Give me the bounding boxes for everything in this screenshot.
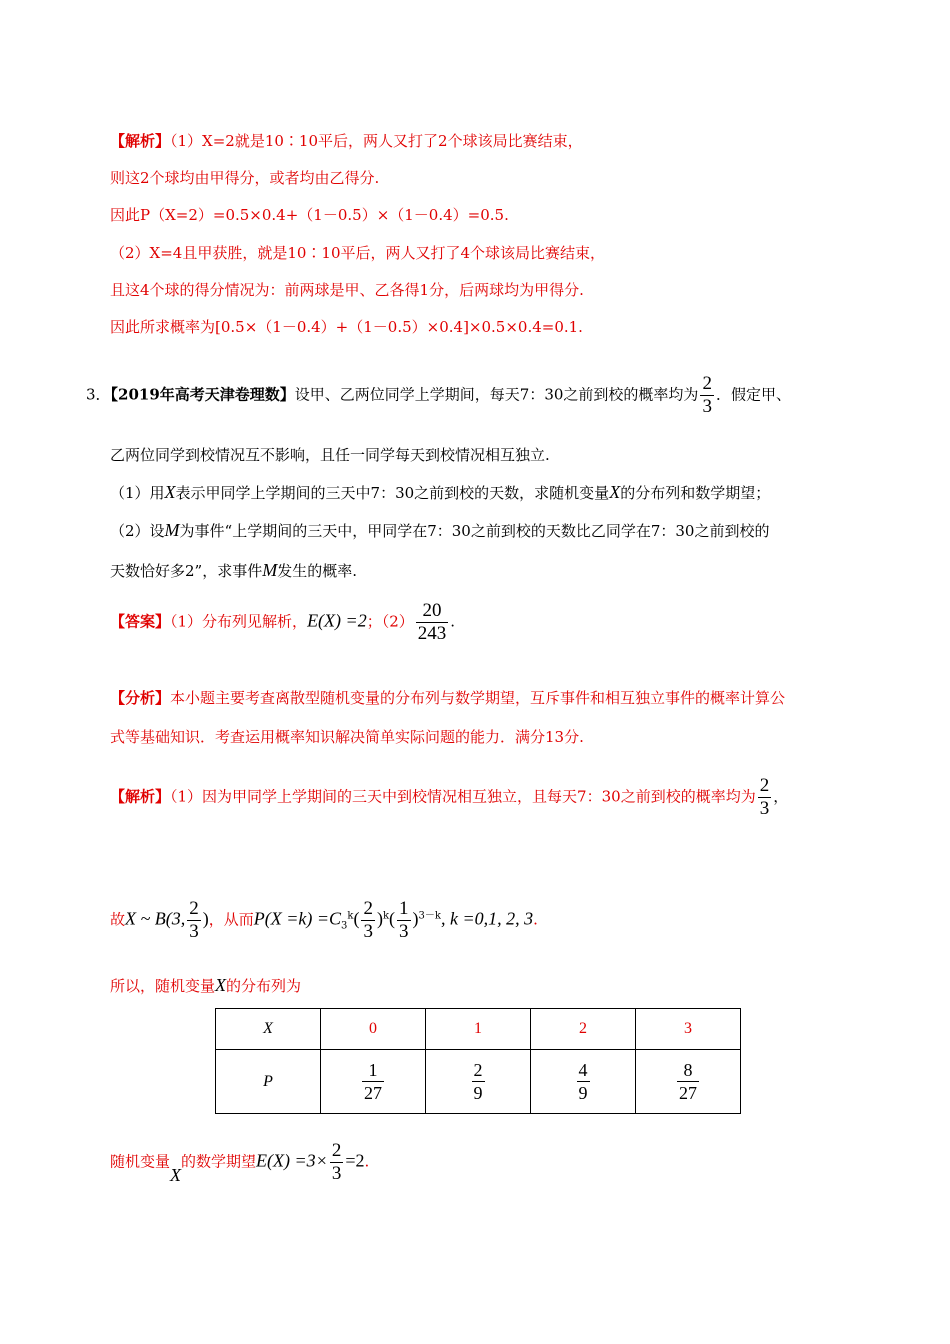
solution-line-3: 所以，随机变量X的分布列为 [110, 975, 302, 995]
sec1-line-5: 且这4个球的得分情况为：前两球是甲、乙各得1分，后两球均为甲得分. [110, 281, 584, 299]
table-cell: $\frac{4}{9}$ [531, 1050, 636, 1114]
solution-line-1: 【解析】（1）因为甲同学上学期间的三天中到校情况相互独立，且每天7：30之前到校的概率均为 $\frac{2}{3}$ ， [110, 775, 789, 819]
question-3-line-2: 乙两位同学到校情况互不影响，且任一同学每天到校情况相互独立. [110, 446, 550, 464]
question-text-1b: ．假定甲、 [715, 385, 791, 404]
table-cell: 0 [321, 1009, 426, 1050]
sec1-text-1: （1）X=2就是10∶10平后，两人又打了2个球该局比赛结束， [170, 132, 583, 150]
table-cell: 2 [531, 1009, 636, 1050]
sec1-line-3: 因此P（X=2）=0.5×0.4+（1－0.5）×（1－0.4）=0.5. [110, 206, 509, 224]
table-cell: 3 [636, 1009, 741, 1050]
solution-tag: 【解析】 [110, 787, 171, 806]
solution-fraction: $\frac{2}{3}$ [759, 775, 770, 819]
question-source: 【2019年高考天津卷理数】 [110, 385, 295, 404]
table-cell: $\frac{1}{27}$ [321, 1050, 426, 1114]
answer-tag: 【答案】 [110, 612, 171, 631]
var-x: X [609, 482, 621, 502]
sec1-line-4: （2）X=4且甲获胜，就是10∶10平后，两人又打了4个球该局比赛结束， [110, 244, 606, 262]
table-cell: 1 [426, 1009, 531, 1050]
probability-fraction: $\frac{2}{3}$ [702, 373, 712, 417]
var-m: M [164, 520, 180, 540]
question-number: 3． [86, 385, 111, 404]
expectation: E(X) =2 [307, 610, 367, 631]
answer-line: 【答案】（1）分布列见解析，E(X) =2；（2） $\frac{20}{243}$ . [110, 600, 456, 644]
question-3-line-4: （2）设M为事件“上学期间的三天中，甲同学在7：30之前到校的天数比乙同学在7：30之前到校的 [110, 520, 770, 540]
question-text-1a: 设甲、乙两位同学上学期间，每天7：30之前到校的概率均为 [294, 385, 699, 404]
table-row [216, 1009, 741, 1050]
sec1-line-2: 则这2个球均由甲得分，或者均由乙得分. [110, 169, 380, 187]
analysis-line-1: 【分析】本小题主要考查离散型随机变量的分布列与数学期望，互斥事件和相互独立事件的概率计算公 [110, 689, 786, 707]
table-row [216, 1050, 741, 1114]
solution-line-4: 随机变量X的数学期望E(X) =3× $\frac{2}{3}$ =2. [110, 1140, 370, 1185]
sec1-line-6: 因此所求概率为[0.5×（1－0.4）+（1－0.5）×0.4]×0.5×0.4=0.1. [110, 318, 583, 336]
var-m: M [262, 560, 278, 580]
analysis-section-tag: 【分析】 [110, 689, 171, 707]
answer-fraction: $\frac{20}{243}$ [417, 600, 447, 644]
sec1-line-1 [110, 131, 583, 151]
var-x: X [164, 482, 176, 502]
table-cell: $\frac{2}{9}$ [426, 1050, 531, 1114]
question-3-line-5: 天数恰好多2”，求事件M发生的概率. [110, 560, 357, 580]
table-cell: $\frac{8}{27}$ [636, 1050, 741, 1114]
distribution-table [215, 1008, 741, 1114]
analysis-line-2: 式等基础知识．考查运用概率知识解决简单实际问题的能力．满分13分. [110, 728, 584, 746]
question-3-line-3: （1）用X表示甲同学上学期间的三天中7：30之前到校的天数，求随机变量X的分布列和数学期望； [110, 482, 771, 502]
solution-line-2: 故X ~ B(3, $\frac{2}{3}$ )，从而$P(X =k) =C_3^k$( $\frac{2}{3}$ )$^k$( $\frac{1}{3}$ )$^{3-k}$, k =0,1, 2, 3. [110, 898, 538, 942]
question-3-line-1 [86, 373, 791, 418]
analysis-tag: 【解析】 [110, 132, 171, 150]
table-header-x: X [216, 1009, 321, 1050]
table-header-p: P [216, 1050, 321, 1114]
